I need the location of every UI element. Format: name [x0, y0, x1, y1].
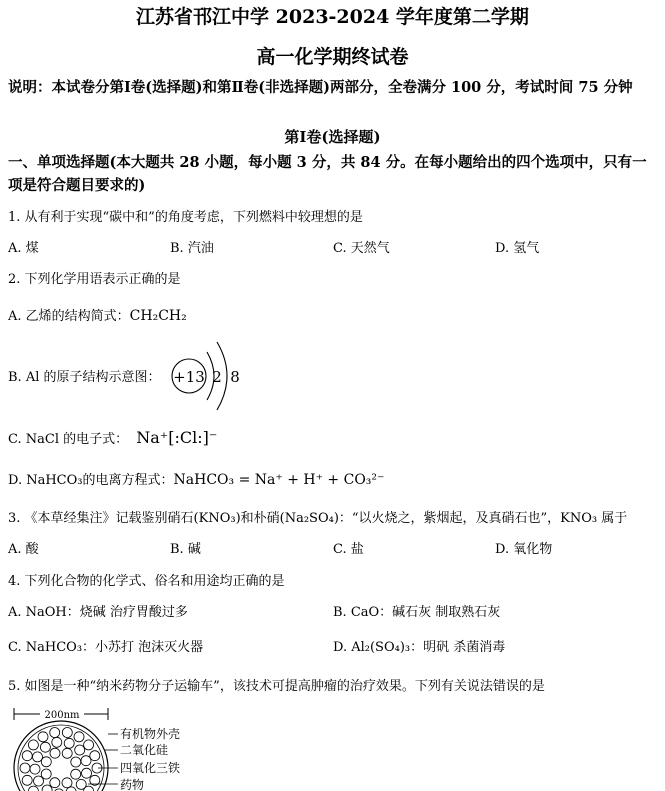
fe3o4-bead [50, 778, 60, 788]
section-title: 第Ⅰ卷(选择题) [284, 128, 381, 146]
fe3o4-bead [74, 732, 84, 742]
q4-option-d: D. Al₂(SO₄)₃：明矾 杀菌消毒 [333, 640, 506, 655]
fe3o4-bead [41, 769, 51, 779]
q2-stem: 2. 下列化学用语表示正确的是 [8, 272, 181, 287]
figure-label-organic-shell: 有机物外壳 [120, 727, 181, 741]
fe3o4-bead [22, 775, 32, 785]
fe3o4-bead [84, 786, 94, 791]
fe3o4-bead [62, 778, 72, 788]
scale-bar-label: 200nm [44, 710, 80, 721]
fe3o4-bead [28, 786, 38, 791]
q4-stem: 4. 下列化合物的化学式、俗名和用途均正确的是 [8, 574, 285, 589]
q4-option-a: A. NaOH：烧碱 治疗胃酸过多 [8, 605, 188, 620]
fe3o4-bead [50, 748, 60, 758]
fe3o4-bead [40, 742, 50, 752]
q3-option-d: D. 氧化物 [495, 542, 553, 557]
atom-shell-1-electrons: 2 [212, 368, 222, 386]
fe3o4-bead [75, 745, 85, 755]
organic-shell [14, 721, 108, 791]
fe3o4-bead [84, 740, 94, 750]
fe3o4-bead [62, 728, 72, 738]
atom-shell-2-electrons: 8 [230, 368, 240, 386]
q2-option-a [8, 305, 187, 324]
q1-option-c: C. 天然气 [333, 241, 390, 256]
fe3o4-bead [28, 740, 38, 750]
atom-structure-diagram [165, 336, 255, 416]
q2-option-d-label-a: D. NaHCO₃ [8, 473, 83, 488]
q4-option-c: C. NaHCO₃：小苏打 泡沫灭火器 [8, 640, 204, 655]
section-instructions: 一、单项选择题(本大题共 28 小题，每小题 3 分，共 84 分。在每小题给出的四个选项中，只有一项是符合题目要求的) [8, 154, 647, 194]
q2-option-d-label-b: 的电离方程式： [82, 473, 174, 488]
fe3o4-bead [64, 738, 74, 748]
figure-label-fe3o4: 四氧化三铁 [120, 761, 181, 775]
figure-label-drug: 药物 [120, 778, 145, 791]
q1-option-d: D. 氢气 [495, 241, 540, 256]
q2-option-a-formula: CH₂CH₂ [129, 308, 187, 324]
exam-note: 说明：本试卷分第Ⅰ卷(选择题)和第Ⅱ卷(非选择题)两部分，全卷满分 100 分，考试时间 75 分钟 [8, 79, 633, 96]
fe3o4-bead [81, 756, 91, 766]
exam-title: 江苏省邗江中学 2023-2024 学年度第二学期 [136, 6, 529, 28]
q2-option-d [8, 469, 384, 488]
q5-stem: 5. 如图是一种“纳米药物分子运输车”，该技术可提高肿瘤的治疗效果。下列有关说法错误的是 [8, 679, 545, 694]
nanoparticle-figure [8, 700, 208, 791]
q2-option-c-label: C. NaCl 的电子式： [8, 432, 129, 447]
q3-stem: 3. 《本草经集注》记载鉴别硝石(KNO₃)和朴硝(Na₂SO₄)：“以火烧之，紫烟起，及真硝石也”，KNO₃ 属于 [8, 511, 628, 526]
fe3o4-bead [22, 751, 32, 761]
q2-option-c-cation: Na⁺ [136, 428, 169, 447]
q2-option-a-label: A. 乙烯的结构简式： [8, 309, 130, 324]
figure-label-silica: 二氧化硅 [120, 743, 169, 757]
fe3o4-bead [71, 757, 81, 767]
q2-option-d-equation: NaHCO₃ = Na⁺ + H⁺ + CO₃²⁻ [173, 472, 385, 488]
q1-option-a: A. 煤 [8, 241, 39, 256]
fe3o4-bead [33, 752, 43, 762]
fe3o4-bead [90, 751, 100, 761]
q4-option-b: B. CaO：碱石灰 制取熟石灰 [333, 605, 501, 620]
q1-option-b: B. 汽油 [170, 241, 214, 256]
fe3o4-bead [34, 776, 44, 786]
fe3o4-bead [76, 779, 86, 789]
fe3o4-bead [52, 737, 62, 747]
fe3o4-beads [20, 728, 102, 791]
q3-option-c: C. 盐 [333, 542, 364, 557]
fe3o4-bead [50, 728, 60, 738]
q2-option-c-anion: [:Cl:]⁻ [168, 428, 218, 447]
q3-option-b: B. 碱 [170, 542, 201, 557]
fe3o4-bead [41, 757, 51, 767]
q3-option-a: A. 酸 [8, 542, 39, 557]
atom-nucleus-charge: +13 [173, 368, 205, 386]
q2-option-c [8, 428, 217, 447]
fe3o4-bead [82, 768, 92, 778]
fe3o4-bead [62, 748, 72, 758]
fe3o4-bead [20, 763, 30, 773]
silica-layer [18, 725, 104, 791]
q1-stem: 1. 从有利于实现“碳中和”的角度考虑，下列燃料中较理想的是 [8, 210, 363, 225]
exam-subtitle: 高一化学期终试卷 [256, 46, 409, 68]
q2-option-b-label: B. Al 的原子结构示意图： [8, 370, 161, 385]
fe3o4-bead [38, 732, 48, 742]
fe3o4-bead [71, 769, 81, 779]
fe3o4-bead [30, 764, 40, 774]
